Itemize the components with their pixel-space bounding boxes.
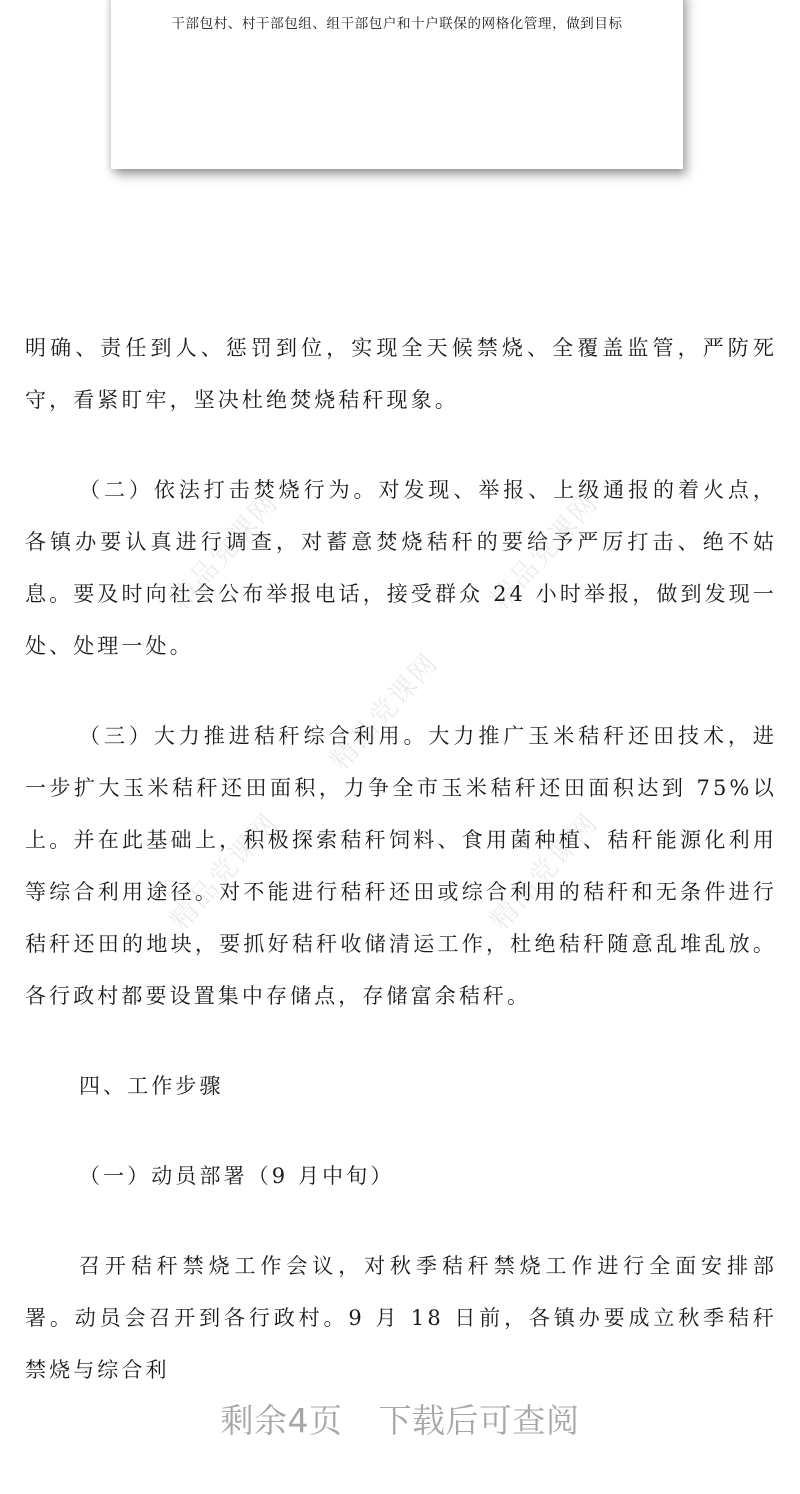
watermark: 精品党课网 <box>164 807 285 936</box>
watermark: 精品党课网 <box>484 487 605 616</box>
previous-page-preview <box>111 0 683 169</box>
paragraph-gap <box>25 1022 777 1060</box>
paragraph-gap <box>25 426 777 464</box>
preview-page-text: 干部包村、村干部包组、组干部包户和十户联保的网格化管理，做到目标 <box>171 16 623 32</box>
paragraph-section-3: （三）大力推进秸秆综合利用。大力推广玉米秸秆还田技术，进一步扩大玉米秸秆还田面积，力争全市玉米秸秆还田面积达到 75%以上。并在此基础上，积极探索秸秆饲料、食用菌种植、秸秆能源化利用等综合利用途径。对不能进行秸秆还田或综合利用的秸秆和无条件进行秸秆还田的地块，要抓好秸秆收储清运工作，杜绝秸秆随意乱堆乱放。各行政村都要设置集中存储点，存储富余秸秆。 <box>25 724 777 1008</box>
watermark: 精品党课网 <box>324 647 445 776</box>
paragraph-gap <box>25 1202 777 1240</box>
watermark: 精品党课网 <box>164 487 285 616</box>
watermark: 精品党课网 <box>484 807 605 936</box>
heading-work-steps: 四、工作步骤 <box>79 1074 224 1098</box>
download-prompt-button[interactable] <box>0 1395 800 1442</box>
paragraph-continuation: 明确、责任到人、惩罚到位，实现全天候禁烧、全覆盖监管，严防死守，看紧盯牢，坚决杜绝焚烧秸秆现象。 <box>25 336 777 412</box>
paragraph-section-2: （二）依法打击焚烧行为。对发现、举报、上级通报的着火点，各镇办要认真进行调查，对蓄意焚烧秸秆的要给予严厉打击、绝不姑息。要及时向社会公布举报电话，接受群众 24 小时举报，做到发现一处、处理一处。 <box>25 478 777 658</box>
remaining-pages-label: 剩余4页 <box>220 1401 343 1440</box>
document-body <box>25 322 777 1396</box>
subheading-mobilization: （一）动员部署（9 月中旬） <box>79 1164 395 1188</box>
paragraph-gap <box>25 672 777 710</box>
download-to-view-label: 下载后可查阅 <box>378 1401 580 1440</box>
paragraph-mobilization: 召开秸秆禁烧工作会议，对秋季秸秆禁烧工作进行全面安排部署。动员会召开到各行政村。9 月 18 日前，各镇办要成立秋季秸秆禁烧与综合利 <box>25 1254 777 1382</box>
paragraph-gap <box>25 1112 777 1150</box>
